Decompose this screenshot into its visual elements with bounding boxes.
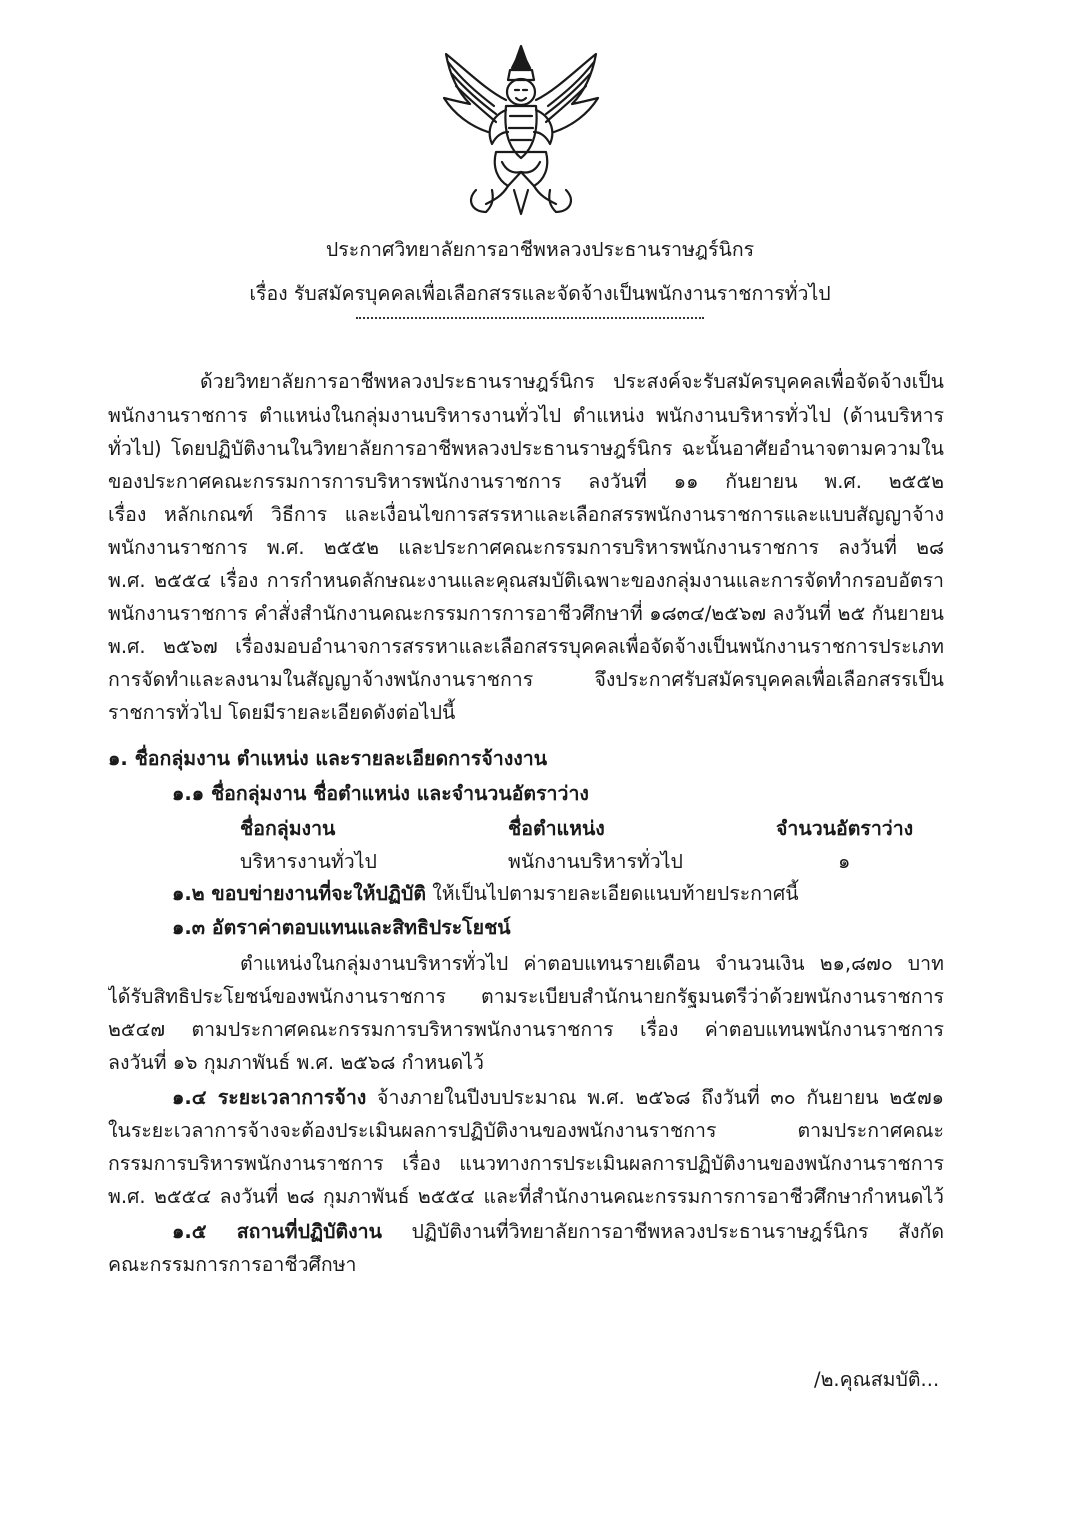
- section-1-5-text: ปฏิบัติงานที่วิทยาลัยการอาชีพหลวงประธานราษฎร์นิกร สังกัด: [411, 1220, 944, 1243]
- section-1-4-line: กรรมการบริหารพนักงานราชการ เรื่อง แนวทางการประเมินผลการปฏิบัติงานของพนักงานราชการ: [108, 1152, 944, 1175]
- intro-line: ทั่วไป) โดยปฏิบัติงานในวิทยาลัยการอาชีพหลวงประธานราษฎร์นิกร ฉะนั้นอาศัยอำนาจตามความใน: [108, 437, 944, 460]
- section-1-4-line: ในระยะเวลาการจ้างจะต้องประเมินผลการปฏิบัติงานของพนักงานราชการ ตามประกาศคณะ: [108, 1119, 944, 1142]
- section-1-2-text: ให้เป็นไปตามรายละเอียดแนบท้ายประกาศนี้: [426, 882, 799, 905]
- announcement-subject: เรื่อง รับสมัครบุคคลเพื่อเลือกสรรและจัดจ้างเป็นพนักงานราชการทั่วไป: [249, 282, 831, 305]
- announcement-title: ประกาศวิทยาลัยการอาชีพหลวงประธานราษฎร์นิกร: [325, 238, 755, 261]
- dotted-divider: [356, 316, 704, 319]
- table-header-vacancies: จำนวนอัตราว่าง: [776, 817, 914, 840]
- intro-line: พนักงานราชการ ตำแหน่งในกลุ่มงานบริหารงานทั่วไป ตำแหน่ง พนักงานบริหารทั่วไป (ด้านบริหาร: [108, 404, 944, 427]
- intro-line: พนักงานราชการ พ.ศ. ๒๕๕๒ และประกาศคณะกรรมการบริหารพนักงานราชการ ลงวันที่ ๒๘: [108, 536, 944, 559]
- section-1-3-line: ๒๕๔๗ ตามประกาศคณะกรรมการบริหารพนักงานราชการ เรื่อง ค่าตอบแทนพนักงานราชการ: [108, 1018, 944, 1041]
- section-1-5-label: ๑.๕ สถานที่ปฏิบัติงาน: [172, 1220, 382, 1243]
- section-1-heading: ๑. ชื่อกลุ่มงาน ตำแหน่ง และรายละเอียดการจ้างงาน: [108, 747, 548, 770]
- section-1-5-first-line: [172, 1218, 944, 1246]
- section-1-4-label: ๑.๔ ระยะเวลาการจ้าง: [172, 1086, 367, 1109]
- section-1-1-heading: ๑.๑ ชื่อกลุ่มงาน ชื่อตำแหน่ง และจำนวนอัตราว่าง: [172, 782, 589, 805]
- section-1-3-line: ลงวันที่ ๑๖ กุมภาพันธ์ พ.ศ. ๒๕๖๘ กำหนดไว้: [108, 1051, 484, 1074]
- section-1-4-text: จ้างภายในปีงบประมาณ พ.ศ. ๒๕๖๘ ถึงวันที่ ๓๐ กันยายน ๒๕๗๑: [377, 1086, 944, 1109]
- continuation-marker: /๒.คุณสมบัติ...: [814, 1368, 940, 1391]
- intro-line: การจัดทำและลงนามในสัญญาจ้างพนักงานราชการ จึงประกาศรับสมัครบุคคลเพื่อเลือกสรรเป็น: [108, 668, 944, 691]
- section-1-3-heading: ๑.๓ อัตราค่าตอบแทนและสิทธิประโยชน์: [172, 916, 511, 939]
- table-header-position: ชื่อตำแหน่ง: [508, 817, 605, 840]
- section-1-5-line: คณะกรรมการการอาชีวศึกษา: [108, 1253, 357, 1276]
- garuda-emblem-icon: [436, 40, 606, 218]
- intro-line: ราชการทั่วไป โดยมีรายละเอียดดังต่อไปนี้: [108, 701, 456, 724]
- table-cell-vacancies: ๑: [838, 850, 851, 873]
- table-cell-group: บริหารงานทั่วไป: [240, 850, 377, 873]
- intro-line: ด้วยวิทยาลัยการอาชีพหลวงประธานราษฎร์นิกร ประสงค์จะรับสมัครบุคคลเพื่อจัดจ้างเป็น: [200, 370, 944, 393]
- table-cell-position: พนักงานบริหารทั่วไป: [508, 850, 683, 873]
- table-header-group: ชื่อกลุ่มงาน: [240, 817, 336, 840]
- intro-line: พ.ศ. ๒๕๕๔ เรื่อง การกำหนดลักษณะงานและคุณสมบัติเฉพาะของกลุ่มงานและการจัดทำกรอบอัตรา: [108, 569, 944, 592]
- section-1-3-line: ได้รับสิทธิประโยชน์ของพนักงานราชการ ตามระเบียบสำนักนายกรัฐมนตรีว่าด้วยพนักงานราชการ: [108, 985, 944, 1008]
- intro-line: ของประกาศคณะกรรมการการบริหารพนักงานราชการ ลงวันที่ ๑๑ กันยายน พ.ศ. ๒๕๕๒: [108, 470, 944, 493]
- section-1-4-line: พ.ศ. ๒๕๕๔ ลงวันที่ ๒๘ กุมภาพันธ์ ๒๕๕๔ และที่สำนักงานคณะกรรมการการอาชีวศึกษากำหนดไว้: [108, 1185, 944, 1208]
- section-1-2-label: ๑.๒ ขอบข่ายงานที่จะให้ปฏิบัติ: [172, 882, 426, 905]
- section-1-3-line: ตำแหน่งในกลุ่มงานบริหารทั่วไป ค่าตอบแทนรายเดือน จำนวนเงิน ๒๑,๘๗๐ บาท: [240, 952, 944, 975]
- intro-line: พ.ศ. ๒๕๖๗ เรื่องมอบอำนาจการสรรหาและเลือกสรรบุคคลเพื่อจัดจ้างเป็นพนักงานราชการประเภท: [108, 635, 944, 658]
- intro-line: พนักงานราชการ คำสั่งสำนักงานคณะกรรมการการอาชีวศึกษาที่ ๑๘๓๔/๒๕๖๗ ลงวันที่ ๒๕ กันยายน: [108, 602, 944, 625]
- section-1-2: [172, 880, 799, 908]
- intro-line: เรื่อง หลักเกณฑ์ วิธีการ และเงื่อนไขการสรรหาและเลือกสรรพนักงานราชการและแบบสัญญาจ้าง: [108, 503, 944, 526]
- section-1-4-first-line: [172, 1084, 944, 1112]
